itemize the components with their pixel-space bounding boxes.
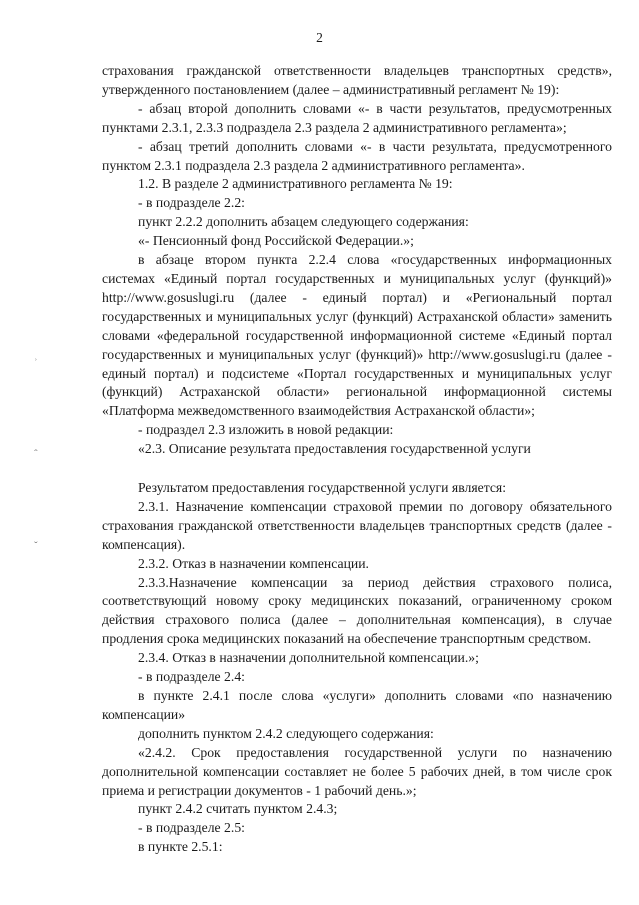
paragraph: 2.3.3.Назначение компенсации за период действия страхового полиса, соответствующий новому сроку медицинских показаний, ограниченному сроком действия страхового полиса (далее – дополнительная компенсация), в случае продления срока медицинских показаний на обеспечение транспортным средством. xyxy=(102,574,612,647)
paragraph: - в подразделе 2.5: xyxy=(138,820,245,836)
paragraph: - в подразделе 2.2: xyxy=(138,195,245,211)
scan-mark: ˒ xyxy=(34,352,38,364)
paragraph: в абзаце втором пункта 2.2.4 слова «государственных информационных системах «Единый портал государственных и муниципальных услуг (функций)» http://www.gosuslugi.ru (далее - единый портал) и «Региональный портал государственных и муниципальных услуг (функций) Астраханской области» заменить словами «федеральной государственной информационной системе «Единый портал государственных и муниципальных услуг (функций)» http://www.gosuslugi.ru (далее - единый портал) и подсистеме «Портал государственных и муниципальных услуг (функций) Астраханской области» региональной информационной системы «Платформа межведомственного взаимодействия Астраханской области»; xyxy=(102,252,612,419)
paragraph: в пункте 2.4.1 после слова «услуги» дополнить словами «по назначению компенсации» xyxy=(102,688,612,722)
paragraph: «2.3. Описание результата предоставления государственной услуги xyxy=(138,441,531,457)
paragraph: в пункте 2.5.1: xyxy=(138,839,223,855)
paragraph: дополнить пунктом 2.4.2 следующего содержания: xyxy=(138,725,434,741)
paragraph: - подраздел 2.3 изложить в новой редакции: xyxy=(138,422,394,438)
paragraph: 2.3.2. Отказ в назначении компенсации. xyxy=(138,555,369,571)
paragraph: пункт 2.2.2 дополнить абзацем следующего содержания: xyxy=(138,214,469,230)
paragraph: 2.3.1. Назначение компенсации страховой премии по договору обязательного страхования гражданской ответственности владельцев транспортных средств (далее - компенсация). xyxy=(102,498,612,552)
paragraph: Результатом предоставления государственной услуги является: xyxy=(138,480,507,496)
paragraph: - абзац третий дополнить словами «- в части результата, предусмотренного пунктом 2.3.1 подраздела 2.3 раздела 2 административного регламента». xyxy=(102,138,612,173)
scan-mark: ˇ xyxy=(34,540,38,552)
paragraph: страхования гражданской ответственности владельцев транспортных средств», утвержденного постановлением (далее – административный регламент № 19): xyxy=(102,63,612,97)
paragraph: - в подразделе 2.4: xyxy=(138,669,245,685)
paragraph: 1.2. В разделе 2 административного регламента № 19: xyxy=(138,176,453,192)
paragraph-gap xyxy=(102,459,612,479)
scan-mark: ˆ xyxy=(34,448,38,460)
document-body xyxy=(102,62,612,857)
page-number: 2 xyxy=(316,30,323,45)
paragraph: «- Пенсионный фонд Российской Федерации.»; xyxy=(138,233,414,249)
paragraph: 2.3.4. Отказ в назначении дополнительной компенсации.»; xyxy=(138,650,479,666)
paragraph: «2.4.2. Срок предоставления государственной услуги по назначению дополнительной компенсации составляет не более 5 рабочих дней, в том числе срок приема и регистрации документов - 1 рабочий день.»; xyxy=(102,744,612,798)
paragraph: пункт 2.4.2 считать пунктом 2.4.3; xyxy=(138,801,338,817)
paragraph: - абзац второй дополнить словами «- в части результатов, предусмотренных пунктами 2.3.1, 2.3.3 подраздела 2.3 раздела 2 административного регламента»; xyxy=(102,100,612,135)
